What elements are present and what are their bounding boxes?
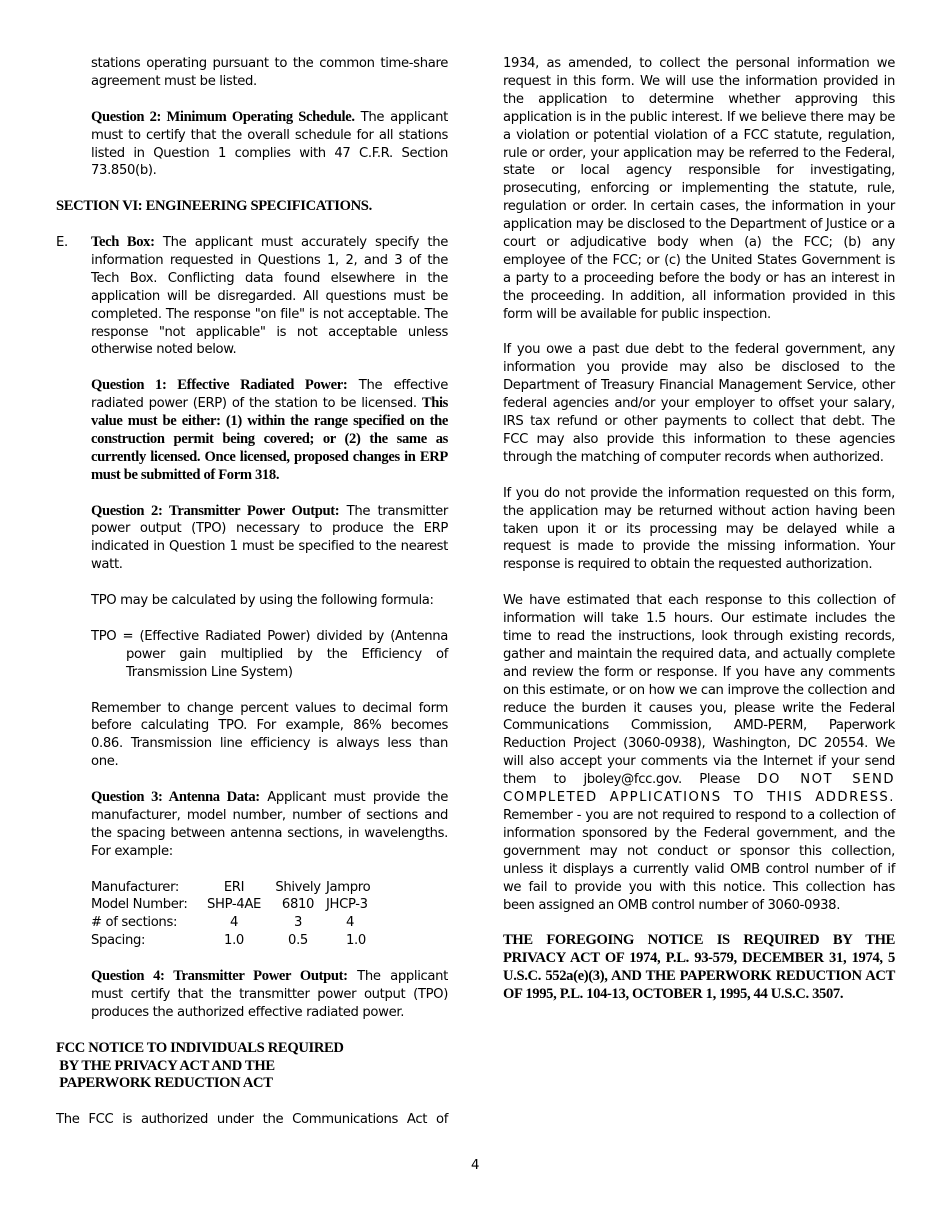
question-3-text: Applicant must provide the manufacturer, model number, number of sections and the spacing between antenna sections, in wavelengths. For example: [91, 790, 448, 859]
page-number: 4 [470, 1158, 480, 1173]
question-2-text: The applicant must to certify that the overall schedule for all stations listed in Question 1 complies with 47 C.F.R. Section 73.850(b). [91, 109, 448, 179]
tpo-formula: TPO = (Effective Radiated Power) divided by (Antenna power gain multiplied by the Efficiency of Transmission Line System) [91, 628, 448, 680]
techbox-paragraph [91, 234, 448, 359]
antenna-table [91, 879, 436, 951]
tpo-formula-wrap [91, 628, 448, 682]
table-cell: ERI [223, 879, 245, 895]
notice-start: The FCC is authorized under the Communications Act of [56, 1112, 448, 1128]
question-2-tpo [91, 503, 448, 575]
foregoing-notice: THE FOREGOING NOTICE IS REQUIRED BY THE PRIVACY ACT OF 1974, P.L. 93-579, DECEMBER 31, 1974, 5 U.S.C. 552a(e)(3), AND THE PAPERWORK REDUCTION ACT OF 1995, P.L. 104-13, OCTOBER 1, 1995, 44 U.S.C. 3507. [503, 932, 895, 1003]
table-cell: # of sections: [91, 915, 178, 931]
table-cell: JHCP-3 [326, 897, 368, 913]
item-e [56, 234, 448, 359]
question-4-label: Question 4: Transmitter Power Output: [91, 968, 348, 985]
question-2-label: Question 2: Minimum Operating Schedule. [91, 108, 355, 125]
techbox-label: Tech Box: [91, 234, 155, 251]
table-cell: 4 [346, 915, 355, 931]
tpo-intro: TPO may be calculated by using the following formula: [91, 593, 434, 609]
question-2-tpo-label: Question 2: Transmitter Power Output: [91, 502, 340, 519]
table-cell: 4 [229, 915, 239, 931]
table-cell: Model Number: [91, 897, 188, 913]
notice-heading-line-1: FCC NOTICE TO INDIVIDUALS REQUIRED [56, 1039, 344, 1056]
table-cell: SHP-4AE [206, 897, 261, 913]
privacy-paragraph-2: If you owe a past due debt to the federal government, any information you provide may also be disclosed to the Department of Treasury Financial Management Service, other federal agencies and/or your employer to offset your salary, IRS tax refund or other payments to collect that debt. The FCC may also provide this information to these agencies through the matching of computer records when authorized. [503, 342, 895, 465]
left-column [56, 55, 448, 1129]
intro-paragraph: stations operating pursuant to the common time-share agreement must be listed. [91, 56, 448, 89]
privacy-paragraph-1: 1934, as amended, to collect the personal information we request in this form. We will use the information provided in the application to determine whether approving this application is in the public interest. If we believe there may be a violation or potential violation of a FCC statute, regulation, rule or order, your application may be referred to the Federal, state or local agency responsible for investigating, prosecuting, enforcing or implementing the statute, rule, regulation or order. In certain cases, the information in your application may be disclosed to the Department of Justice or a court or adjudicative body when (a) the FCC; (b) any employee of the FCC; or (c) the United States Government is a party to a proceeding before the body or has an interest in the proceeding. In addition, all information provided in this form will be available for public inspection. [503, 56, 895, 322]
section-heading: SECTION VI: ENGINEERING SPECIFICATIONS. [56, 198, 372, 215]
question-2-schedule [91, 109, 448, 181]
burden-text: We have estimated that each response to this collection of information will take 1.5 hours. Our estimate includes the time to read the instructions, look through existing records, gather and maintain the required data, and actually complete and review the form or response. If you have any comments on this estimate, or on how we can improve the collection and reduce the burden it causes you, please write the Federal Communications Commission, AMD-PERM, Paperwork Reduction Project (3060-0938), Washington, DC 20554. We will also accept your comments via the Internet if your send them to jboley@fcc.gov. Please [503, 593, 895, 788]
table-row [91, 879, 436, 897]
table-cell: Spacing: [91, 933, 146, 949]
burden-text-continued: Remember - you are not required to respond to a collection of information sponsored by the Federal government, and the government may not conduct or sponsor this collection, unless it displays a currently valid OMB control number of if we fail to provide you with this notice. This collection has been assigned an OMB control number of 3060-0938. [503, 808, 895, 913]
question-4-text: The applicant must certify that the transmitter power output (TPO) produces the authorized effective radiated power. [91, 969, 448, 1020]
question-3-antenna [91, 789, 448, 861]
table-cell: 1.0 [346, 933, 366, 949]
question-4-tpo [91, 968, 448, 1022]
question-1-text: The effective radiated power (ERP) of the station to be licensed. [91, 378, 448, 412]
table-cell: 3 [293, 915, 303, 931]
do-not-send-warning: DO NOT SEND COMPLETED APPLICATIONS TO THIS ADDRESS. [503, 772, 895, 806]
question-1-bold: This value must be either: (1) within the range specified on the construction permit being covered; or (2) the same as currently licensed. Once licensed, proposed changes in ERP must be submitted of Form 318. [91, 395, 448, 483]
question-1-erp [91, 377, 448, 484]
table-row [91, 914, 436, 932]
notice-heading-line-2: BY THE PRIVACY ACT AND THE [56, 1057, 275, 1074]
table-cell: Manufacturer: [91, 879, 180, 895]
techbox-text: The applicant must accurately specify the information requested in Questions 1, 2, and 3 of the Tech Box. Conflicting data found elsewhere in the application will be disregarded. All questions must be completed. The response "on file" is not acceptable. The response "not applicable" is not acceptable unless otherwise noted below. [91, 235, 448, 358]
table-cell: 1.0 [224, 933, 244, 949]
table-row [91, 932, 436, 950]
question-3-label: Question 3: Antenna Data: [91, 789, 260, 806]
notice-heading-line-3: PAPERWORK REDUCTION ACT [56, 1075, 273, 1092]
privacy-paragraph-3: If you do not provide the information requested on this form, the application may be returned without action having been taken upon it or its processing may be delayed while a request is made to provide the missing information. Your response is required to obtain the requested authorization. [503, 485, 895, 573]
table-cell: 6810 [281, 897, 315, 913]
question-2-tpo-text: The transmitter power output (TPO) necessary to produce the ERP indicated in Question 1 must be specified to the nearest watt. [91, 503, 448, 573]
table-cell: Shively [275, 879, 321, 895]
table-row [91, 896, 436, 914]
table-cell: Jampro [326, 879, 371, 895]
remember-paragraph: Remember to change percent values to decimal form before calculating TPO. For example, 86% becomes 0.86. Transmission line efficiency is always less than one. [91, 700, 448, 770]
question-1-label: Question 1: Effective Radiated Power: [91, 377, 348, 394]
right-column [503, 55, 895, 1004]
item-e-marker: E. [56, 235, 68, 251]
privacy-paragraph-4 [503, 592, 895, 914]
notice-heading [56, 1040, 448, 1094]
table-cell: 0.5 [288, 933, 308, 949]
